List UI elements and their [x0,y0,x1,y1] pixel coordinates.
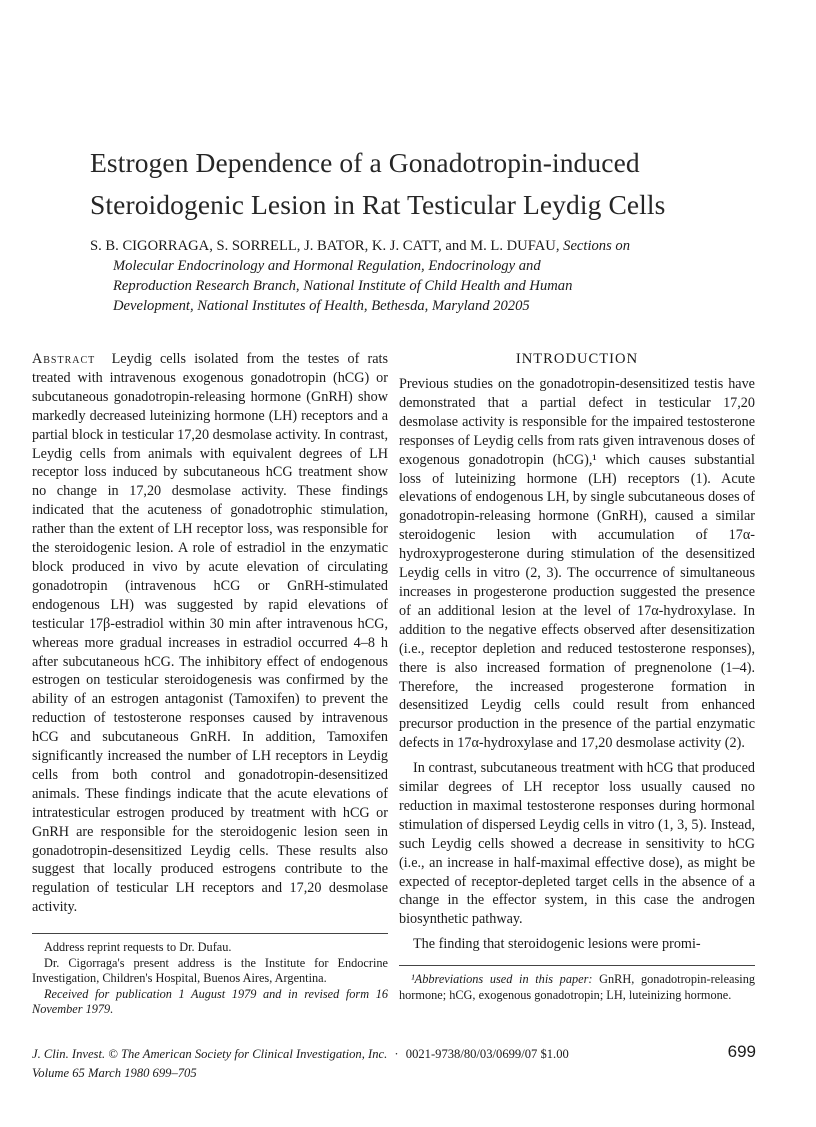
abstract-body: Leydig cells isolated from the testes of rats treated with intravenous exogenous gonadotropin (hCG) or subcutaneous gonadotropin-releasing hormone (GnRH) show markedly decreased luteinizing hormone (LH) receptors and a partial block in testicular 17,20 desmolase activity. In contrast, Leydig cells from animals with equivalent degrees of LH receptor loss induced by subcutaneous hCG treatment show no change in 17,20 desmolase activity. These findings indicated that the acuteness of gonadotrophic stimulation, rather than the extent of LH receptor loss, was responsible for the steroidogenic lesion. A role of estradiol in the enzymatic block produced in vivo by acute elevation of circulating gonadotropin (intravenous hCG or GnRH-stimulated endogenous LH) was suggested by rapid elevations of testicular 17β-estradiol within 30 min after intravenous hCG, whereas more gradual increases in estradiol occurred 4–8 h after subcutaneous hCG. The inhibitory effect of endogenous estrogen on testicular steroidogenesis was confirmed by the ability of an estrogen antagonist (Tamoxifen) to prevent the reduction of testosterone responses caused by intravenous hCG and subcutaneous GnRH. In addition, Tamoxifen significantly increased the number of LH receptors in Leydig cells from both control and gonadotropin-desensitized animals. These findings indicate that the acute elevations of intratesticular estrogen produced by treatment with hCG or GnRH are responsible for the steroidogenic lesion seen in gonadotropin-desensitized Leydig cells. These results also suggest that locally produced estrogens contribute to the regulation of testicular LH receptors and 17,20 desmolase activity. [32,351,388,916]
abstract-heading: Abstract [32,351,96,367]
correspondence-footnotes [32,933,388,1018]
title-line-1: Estrogen Dependence of a Gonadotropin-induced [90,147,640,178]
affiliation-line-1: Sections on [563,238,631,254]
present-address-note: Dr. Cigorraga's present address is the Institute for Endocrine Investigation, Children's Hospital, Buenos Aires, Argentina. [32,955,388,986]
page-number: 699 [727,1042,756,1061]
abstract-column [32,350,388,917]
intro-paragraph-2: In contrast, subcutaneous treatment with hCG that produced similar degrees of LH receptor loss usually caused no reduction in maximal testosterone responses during hormonal stimulation of dispersed Leydig cells in vitro (1, 3, 5). Instead, such Leydig cells showed a decrease in sensitivity to hCG (i.e., an increase in half-maximal effective dose), as might be expected of receptor-depleted target cells in the absence of a change in the effector system, in this case the androgen biosynthetic pathway. [399,760,755,928]
affiliation-line-3: Reproduction Research Branch, National Institute of Child Health and Human [113,278,573,294]
author-names: S. B. CIGORRAGA, S. SORRELL, J. BATOR, K. J. CATT, and M. L. DUFAU, [90,238,560,254]
abbreviations-text: GnRH, gonadotropin-releasing hormone; hCG, exogenous gonadotropin; LH, luteinizing hormone. [399,972,756,1002]
affiliation-line-4: Development, National Institutes of Health, Bethesda, Maryland 20205 [113,298,530,314]
abbreviations-label: ¹Abbreviations used in this paper: [411,972,593,986]
abstract-paragraph [32,350,388,917]
footer-row-1 [32,1042,756,1064]
introduction-heading: INTRODUCTION [515,351,639,367]
article-code: 0021-9738/80/03/0699/07 $1.00 [405,1047,569,1061]
received-note: Received for publication 1 August 1979 and in revised form 16 November 1979. [32,986,388,1017]
volume-line: Volume 65 March 1980 699–705 [32,1066,197,1080]
abbreviations-note [399,972,755,1003]
article-title [90,142,770,226]
intro-paragraph-1: Previous studies on the gonadotropin-desensitized testis have demonstrated that a partial defect in testicular 17,20 desmolase activity is responsible for the impaired testosterone responses of Leydig cells from rats given intravenous doses of exogenous gonadotropin (hCG),¹ which causes substantial loss of luteinizing hormone (LH) receptors (1). Acute elevations of endogenous LH, by single subcutaneous doses of gonadotropin-releasing hormone (GnRH), caused a similar steroidogenic lesion with accumulation of 17α-hydroxyprogesterone during stimulation of the desensitized Leydig cells in vitro (2, 3). The occurrence of simultaneous increases in progesterone production suggested the presence of an additional lesion at the level of 17α-hydroxylase. In addition to the negative effects observed after desensitization (i.e., receptor depletion and reduced testosterone responses), there is also increased formation of pregnenolone (1–4). Therefore, the increased progesterone formation in desensitized Leydig cells could result from enhanced precursor production in the presence of the partial enzymatic defects in 17α-hydroxylase and 17,20 desmolase activity (2). [399,376,755,752]
author-block [90,236,750,316]
introduction-column [399,350,755,954]
journal-citation: J. Clin. Invest. © The American Society for Clinical Investigation, Inc. [32,1047,388,1061]
footer-separator: · [394,1047,399,1061]
intro-paragraph-3: The finding that steroidogenic lesions were promi- [413,936,701,953]
reprint-note: Address reprint requests to Dr. Dufau. [44,940,232,954]
abbreviations-footnote [399,965,755,1003]
affiliation-line-2: Molecular Endocrinology and Hormonal Regulation, Endocrinology and [113,258,541,274]
title-line-2: Steroidogenic Lesion in Rat Testicular Leydig Cells [90,189,666,220]
page-footer [32,1042,756,1083]
author-names-line [90,236,750,256]
